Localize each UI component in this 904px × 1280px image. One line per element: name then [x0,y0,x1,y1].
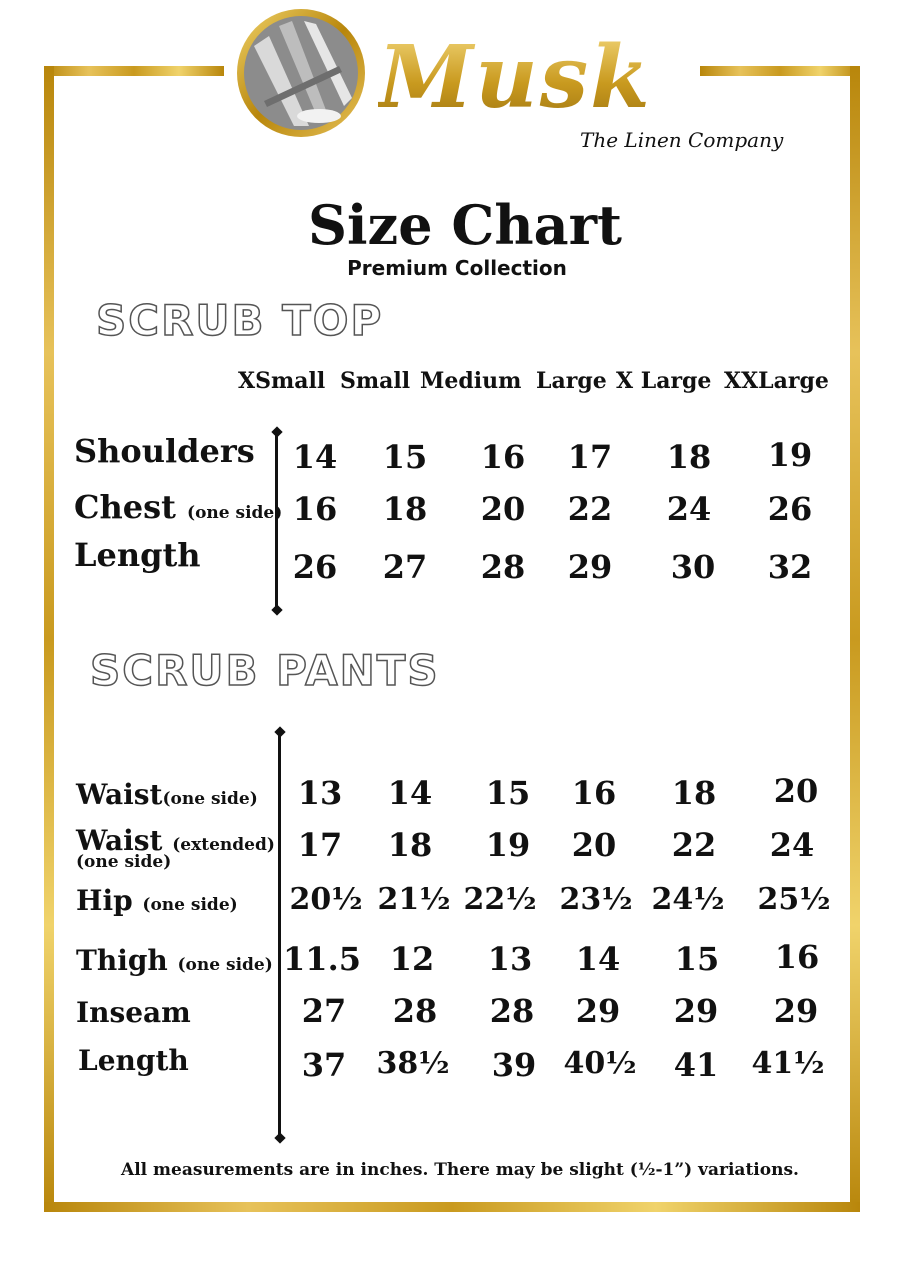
divider-bottom-cap [274,1132,285,1143]
cell: 19 [485,826,531,864]
cell: 27 [382,548,428,586]
cell: 16 [480,438,526,476]
row-label-hip [76,884,238,917]
row-label-text: Inseam [76,996,191,1029]
cell: 26 [292,548,338,586]
divider-bottom-cap [271,604,282,615]
cell: 12 [389,940,435,978]
cell: 13 [297,774,343,812]
cell: 22 [671,826,717,864]
row-label-text: Shoulders [74,432,255,470]
row-label-waist [76,778,258,811]
cell: 28 [480,548,526,586]
row-label-text: Hip [76,884,133,917]
row-label-shoulders [74,432,255,470]
page-subtitle: Premium Collection [347,256,567,280]
brand-name: Musk [378,27,652,128]
cell: 17 [297,826,343,864]
row-label-inseam [76,996,191,1029]
gold-frame-top-right [700,66,860,76]
size-header-xxlarge: XXLarge [724,368,829,394]
cell: 18 [671,774,717,812]
cell: 16 [774,938,820,976]
cell: 28 [392,992,438,1030]
cell: 41 [673,1046,719,1084]
cell: 20 [773,772,819,810]
size-header-medium: Medium [420,368,522,394]
cell: 19 [767,436,813,474]
size-header-x-large: X Large [616,368,712,394]
cell: 15 [674,940,720,978]
abstract-logo-emblem-icon [234,6,368,140]
cell: 29 [567,548,613,586]
cell: 14 [575,940,621,978]
row-label-length [74,536,201,574]
cell: 14 [387,774,433,812]
row-label-text: Waist [76,778,163,811]
cell: 11.5 [283,940,361,978]
cell: 41½ [751,1046,825,1081]
cell: 20 [480,490,526,528]
cell: 20 [571,826,617,864]
cell: 24 [769,826,815,864]
scrub-pants-heading: SCRUB PANTS [90,646,440,695]
cell: 27 [301,992,347,1030]
cell: 13 [487,940,533,978]
cell: 24½ [651,882,725,917]
cell: 28 [489,992,535,1030]
row-label-text: Thigh [76,944,168,977]
scrub-top-heading: SCRUB TOP [96,296,384,345]
cell: 38½ [376,1046,450,1081]
row-label-thigh [76,944,273,977]
row-label-length [78,1044,189,1077]
cell: 39 [491,1046,537,1084]
cell: 30 [670,548,716,586]
size-header-small: Small [340,368,411,394]
cell: 40½ [563,1046,637,1081]
gold-frame-top-left [44,66,224,76]
page-title: Size Chart [308,193,622,257]
gold-frame-bottom [44,1202,860,1212]
footer-note: All measurements are in inches. There may be slight (½-1”) variations. [121,1160,799,1180]
cell: 29 [673,992,719,1030]
row-note-secondary: (one side) [76,852,172,872]
cell: 15 [382,438,428,476]
row-note: (extended) [172,835,275,855]
cell: 21½ [377,882,451,917]
row-label-text: Length [74,536,201,574]
cell: 18 [666,438,712,476]
cell: 25½ [757,882,831,917]
cell: 26 [767,490,813,528]
cell: 14 [292,438,338,476]
cell: 23½ [559,882,633,917]
row-note: (one side) [187,503,283,523]
row-label-text: Chest [74,488,176,526]
row-label-text: Length [78,1044,189,1077]
cell: 18 [382,490,428,528]
cell: 17 [567,438,613,476]
row-note: (one side) [142,895,238,915]
row-label-chest [74,488,282,526]
cell: 37 [301,1046,347,1084]
cell: 32 [767,548,813,586]
size-header-xsmall: XSmall [238,368,326,394]
cell: 24 [666,490,712,528]
cell: 15 [485,774,531,812]
cell: 18 [387,826,433,864]
row-note: (one side) [162,789,258,809]
cell: 16 [571,774,617,812]
cell: 22½ [463,882,537,917]
cell: 29 [773,992,819,1030]
size-header-large: Large [536,368,607,394]
cell: 22 [567,490,613,528]
cell: 16 [292,490,338,528]
cell: 29 [575,992,621,1030]
brand-tagline: The Linen Company [580,128,784,152]
row-label-text: Waist [76,824,163,857]
cell: 20½ [289,882,363,917]
row-note: (one side) [177,955,273,975]
